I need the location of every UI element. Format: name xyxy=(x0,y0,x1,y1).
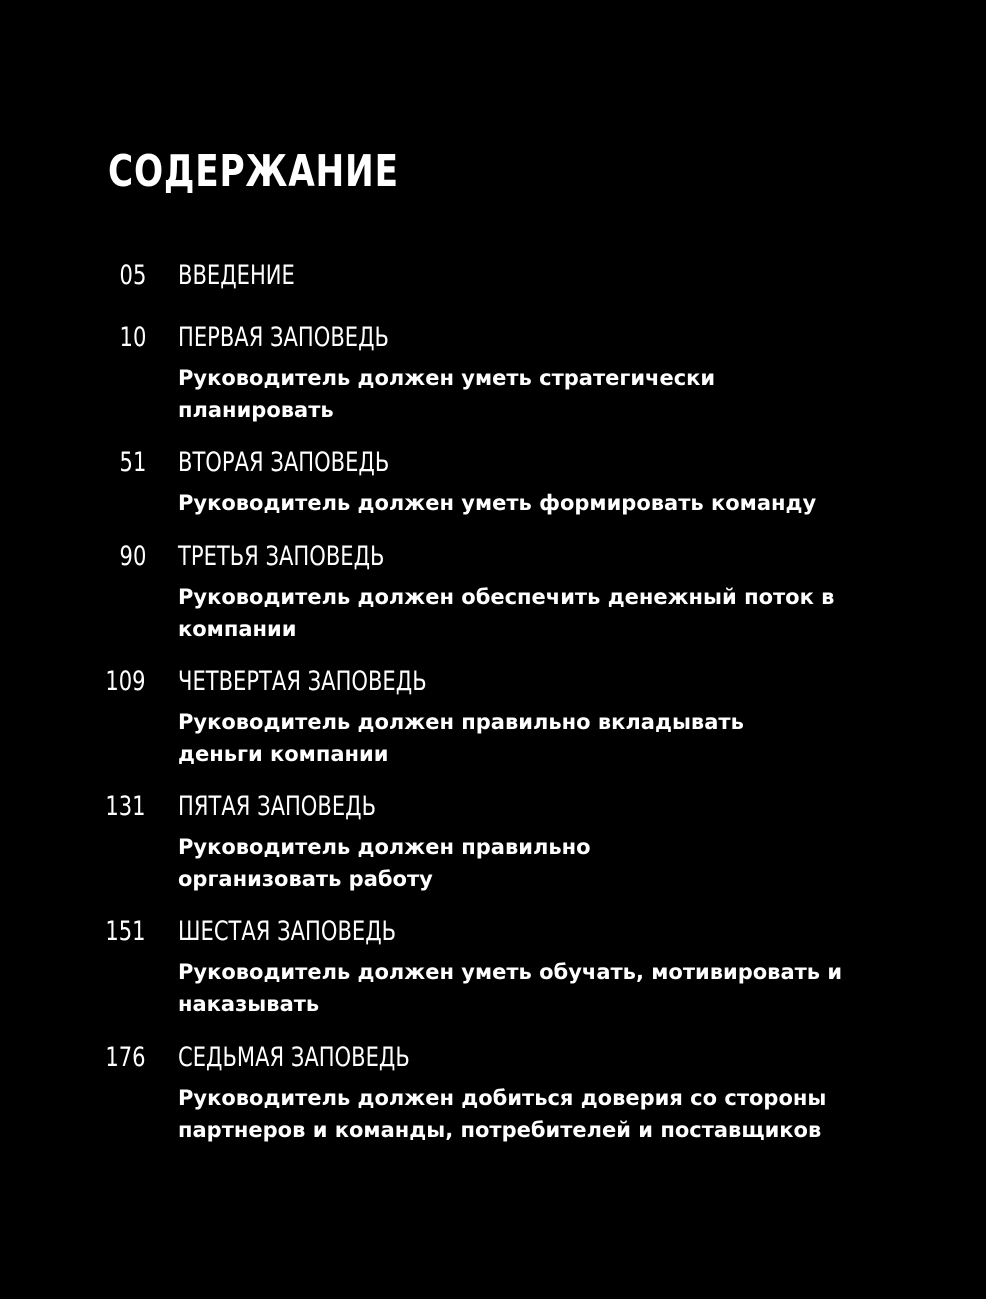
page-number: 05 xyxy=(119,260,146,291)
chapter-title[interactable]: ВВЕДЕНИЕ xyxy=(178,260,295,291)
page-number: 51 xyxy=(119,447,146,478)
page-number: 151 xyxy=(105,916,146,947)
chapter-title[interactable]: ШЕСТАЯ ЗАПОВЕДЬ xyxy=(178,916,397,947)
chapter-description: Руководитель должен правильно вкладывать деньги компании xyxy=(178,710,744,766)
chapter-description: Руководитель должен уметь стратегически планировать xyxy=(178,366,716,422)
chapter-description: Руководитель должен уметь формировать команду xyxy=(178,491,817,515)
chapter-title[interactable]: СЕДЬМАЯ ЗАПОВЕДЬ xyxy=(178,1042,410,1073)
page-number: 131 xyxy=(105,791,146,822)
chapter-description: Руководитель должен уметь обучать, мотивировать и наказывать xyxy=(178,960,843,1016)
page-title: СОДЕРЖАНИЕ xyxy=(108,146,399,197)
chapter-description: Руководитель должен правильно организовать работу xyxy=(178,835,591,891)
chapter-description: Руководитель должен добиться доверия со стороны партнеров и команды, потребителей и поставщиков xyxy=(178,1086,827,1142)
chapter-title[interactable]: ПЯТАЯ ЗАПОВЕДЬ xyxy=(178,791,377,822)
page-number: 10 xyxy=(119,322,146,353)
page-number: 90 xyxy=(119,541,146,572)
chapter-description: Руководитель должен обеспечить денежный поток в компании xyxy=(178,585,835,641)
chapter-title[interactable]: ЧЕТВЕРТАЯ ЗАПОВЕДЬ xyxy=(178,666,427,697)
chapter-title[interactable]: ТРЕТЬЯ ЗАПОВЕДЬ xyxy=(178,541,385,572)
page-number: 176 xyxy=(105,1042,146,1073)
chapter-title[interactable]: ВТОРАЯ ЗАПОВЕДЬ xyxy=(178,447,390,478)
chapter-title[interactable]: ПЕРВАЯ ЗАПОВЕДЬ xyxy=(178,322,390,353)
page-number: 109 xyxy=(105,666,146,697)
